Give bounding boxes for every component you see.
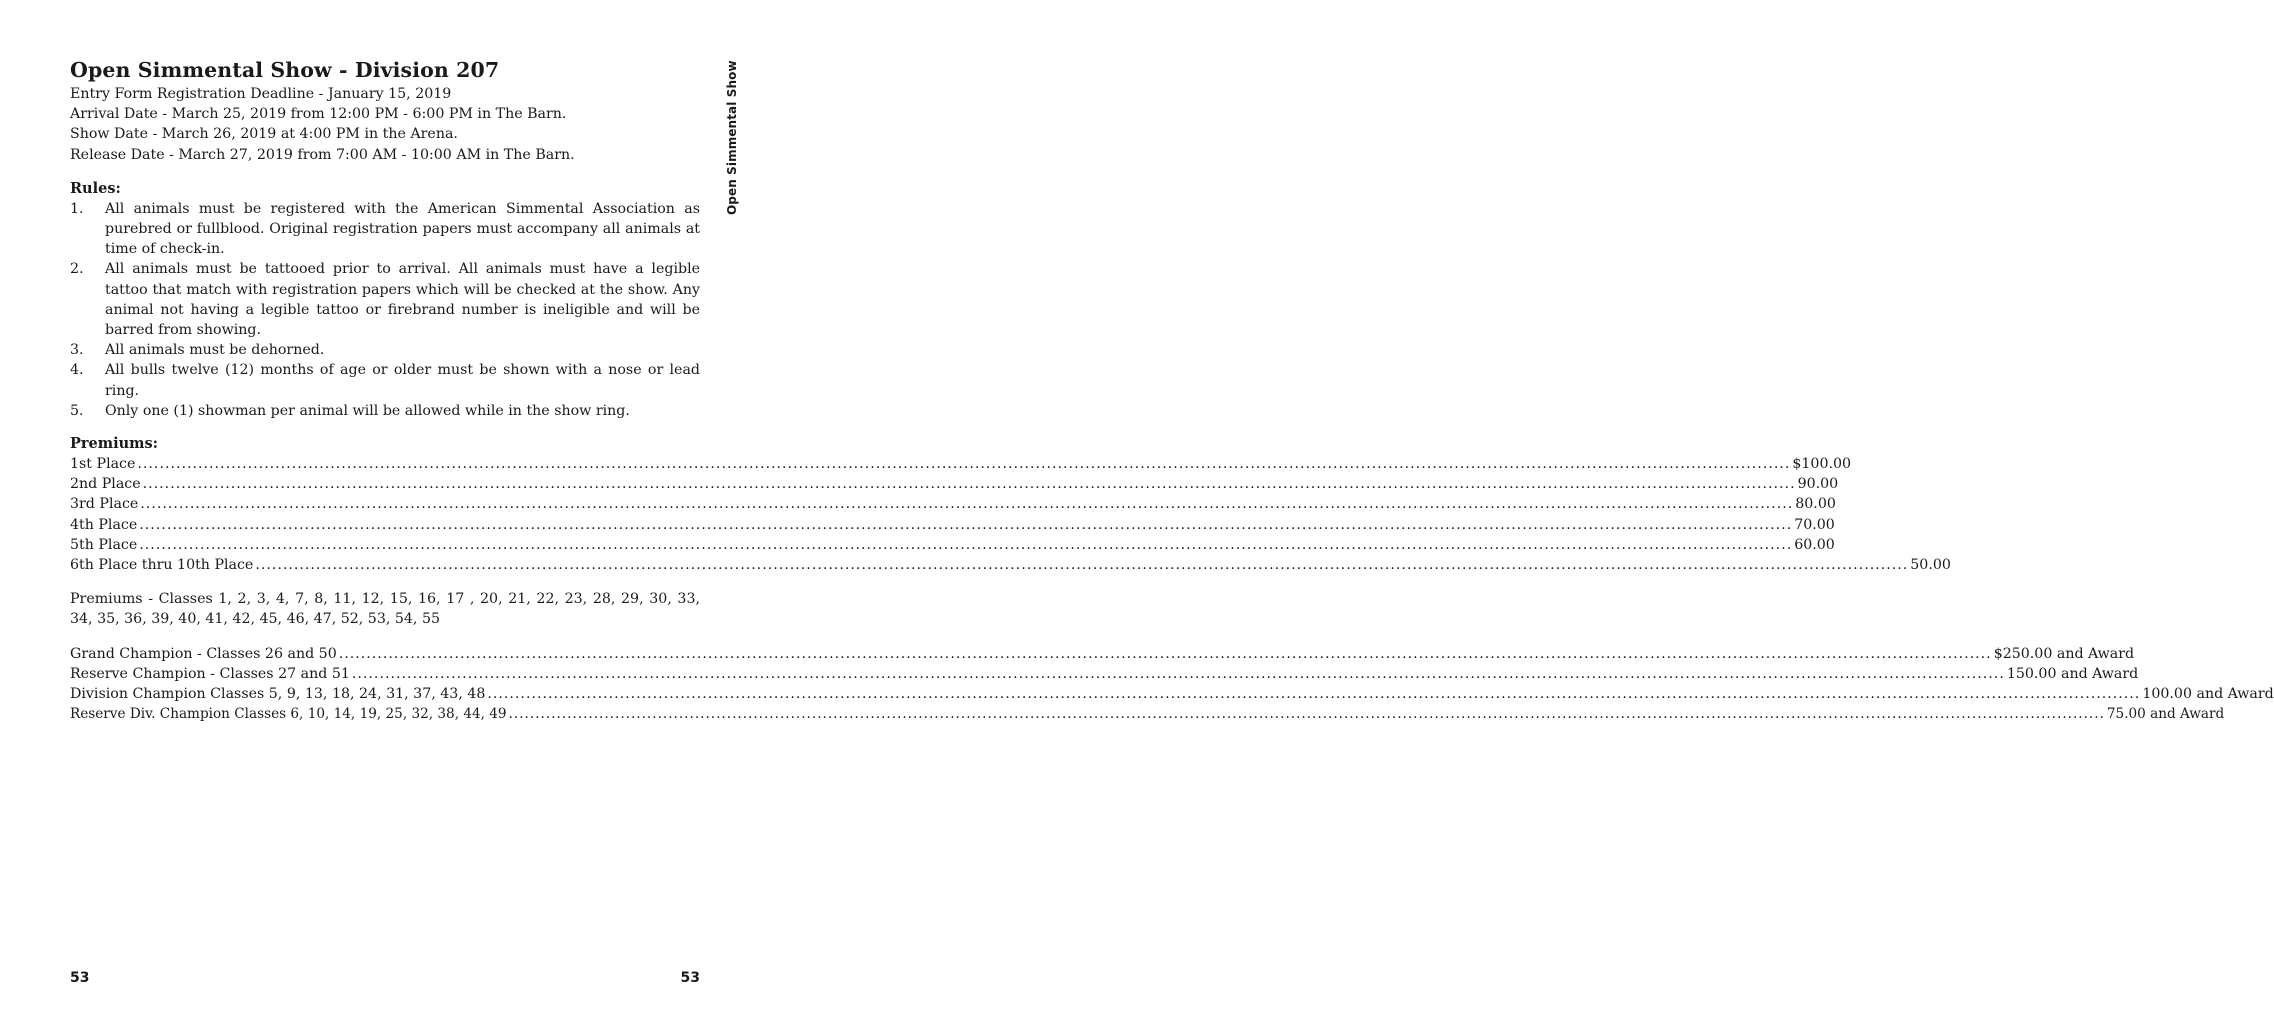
rule-text: Only one (1) showman per animal will be allowed while in the show ring. bbox=[105, 402, 630, 419]
dot-leader: ............................................................................................................................................................................................................................................................................................................ bbox=[139, 536, 1793, 553]
premiums-table bbox=[70, 454, 1951, 575]
premium-row bbox=[70, 454, 1852, 474]
premium-row bbox=[70, 474, 1839, 494]
champion-row bbox=[70, 644, 2135, 664]
rule-text: All bulls twelve (12) months of age or older must be shown with a nose or lead ring. bbox=[105, 362, 700, 399]
champion-award: 75.00 and Award bbox=[2106, 706, 2225, 723]
premium-amount: 90.00 bbox=[1797, 476, 1839, 493]
dot-leader: ............................................................................................................................................................................................................................................................................................................ bbox=[338, 645, 1992, 662]
premium-row bbox=[70, 494, 1836, 514]
premium-amount: 80.00 bbox=[1795, 496, 1836, 513]
premium-place: 4th Place bbox=[70, 516, 138, 533]
page-content bbox=[70, 58, 2274, 724]
champion-label: Reserve Champion - Classes 27 and 51 bbox=[70, 665, 350, 682]
dot-leader: ............................................................................................................................................................................................................................................................................................................ bbox=[487, 686, 2141, 703]
dot-leader: ............................................................................................................................................................................................................................................................................................................ bbox=[140, 496, 1794, 513]
dot-leader: ............................................................................................................................................................................................................................................................................................................ bbox=[139, 516, 1793, 533]
dot-leader: ............................................................................................................................................................................................................................................................................................................ bbox=[351, 665, 2005, 682]
premium-place: 6th Place thru 10th Place bbox=[70, 557, 254, 574]
rule-number: 5. bbox=[70, 402, 84, 419]
premium-place: 3rd Place bbox=[70, 496, 139, 513]
premiums-heading: Premiums: bbox=[70, 435, 159, 453]
dot-leader: ............................................................................................................................................................................................................................................................................................................ bbox=[142, 476, 1796, 493]
premium-row bbox=[70, 515, 1835, 535]
premium-place: 1st Place bbox=[70, 456, 136, 473]
champion-row bbox=[70, 684, 2274, 704]
rules-heading: Rules: bbox=[70, 179, 121, 197]
rule-item bbox=[70, 340, 700, 360]
champion-award: 150.00 and Award bbox=[2006, 665, 2139, 682]
rule-text: All animals must be tattooed prior to arrival. All animals must have a legible tattoo that match with registration papers which will be checked at the show. Any animal not having a legible tattoo or firebrand number is ineligible and will be barred from showing. bbox=[105, 261, 700, 339]
show-date: Show Date - March 26, 2019 at 4:00 PM in the Arena. bbox=[70, 126, 458, 143]
rule-item bbox=[70, 360, 700, 400]
premium-amount: 70.00 bbox=[1794, 516, 1835, 533]
premium-amount: $100.00 bbox=[1792, 456, 1852, 473]
rule-number: 2. bbox=[70, 261, 84, 278]
premium-amount: 50.00 bbox=[1910, 557, 1951, 574]
champion-label: Division Champion Classes 5, 9, 13, 18, 24, 31, 37, 43, 48 bbox=[70, 686, 486, 703]
rules-list bbox=[70, 199, 700, 421]
dot-leader: ............................................................................................................................................................................................................................................................................................................ bbox=[255, 557, 1909, 574]
champion-award: $250.00 and Award bbox=[1993, 645, 2135, 662]
premium-row bbox=[70, 555, 1951, 575]
page-number-left: 53 bbox=[70, 970, 90, 986]
champion-row bbox=[70, 704, 2225, 724]
dot-leader: ............................................................................................................................................................................................................................................................................................................ bbox=[508, 706, 2105, 723]
champion-label: Grand Champion - Classes 26 and 50 bbox=[70, 645, 337, 662]
champion-awards bbox=[70, 644, 2274, 725]
rule-item bbox=[70, 199, 700, 260]
arrival-date: Arrival Date - March 25, 2019 from 12:00 PM - 6:00 PM in The Barn. bbox=[70, 106, 567, 123]
champion-label: Reserve Div. Champion Classes 6, 10, 14, 19, 25, 32, 38, 44, 49 bbox=[70, 706, 507, 723]
info-block bbox=[70, 84, 700, 165]
release-date: Release Date - March 27, 2019 from 7:00 AM - 10:00 AM in The Barn. bbox=[70, 146, 575, 163]
rule-text: All animals must be dehorned. bbox=[105, 342, 325, 359]
premium-place: 2nd Place bbox=[70, 476, 141, 493]
rule-item bbox=[70, 259, 700, 340]
page-number-right: 53 bbox=[680, 970, 700, 986]
registration-deadline: Entry Form Registration Deadline - January 15, 2019 bbox=[70, 86, 452, 102]
rule-item bbox=[70, 401, 700, 421]
champion-row bbox=[70, 664, 2139, 684]
rule-number: 1. bbox=[70, 200, 84, 217]
premium-row bbox=[70, 535, 1835, 555]
premium-classes-text: Premiums - Classes 1, 2, 3, 4, 7, 8, 11, 12, 15, 16, 17 , 20, 21, 22, 23, 28, 29, 30, 33, 34, 35, 36, 39, 40, 41, 42, 45, 46, 47, 52, 53, 54, 55 bbox=[70, 591, 700, 628]
dot-leader: ............................................................................................................................................................................................................................................................................................................ bbox=[137, 456, 1791, 473]
page-title: Open Simmental Show - Division 207 bbox=[70, 58, 500, 82]
rule-text: All animals must be registered with the American Simmental Association as purebred or fullblood. Original registration papers must accompany all animals at time of check-in. bbox=[105, 200, 700, 258]
rule-number: 3. bbox=[70, 342, 84, 359]
side-tab-label: Open Simmental Show bbox=[725, 60, 739, 215]
premium-amount: 60.00 bbox=[1794, 536, 1835, 553]
premium-place: 5th Place bbox=[70, 536, 138, 553]
champion-award: 100.00 and Award bbox=[2142, 686, 2274, 703]
rule-number: 4. bbox=[70, 362, 84, 379]
